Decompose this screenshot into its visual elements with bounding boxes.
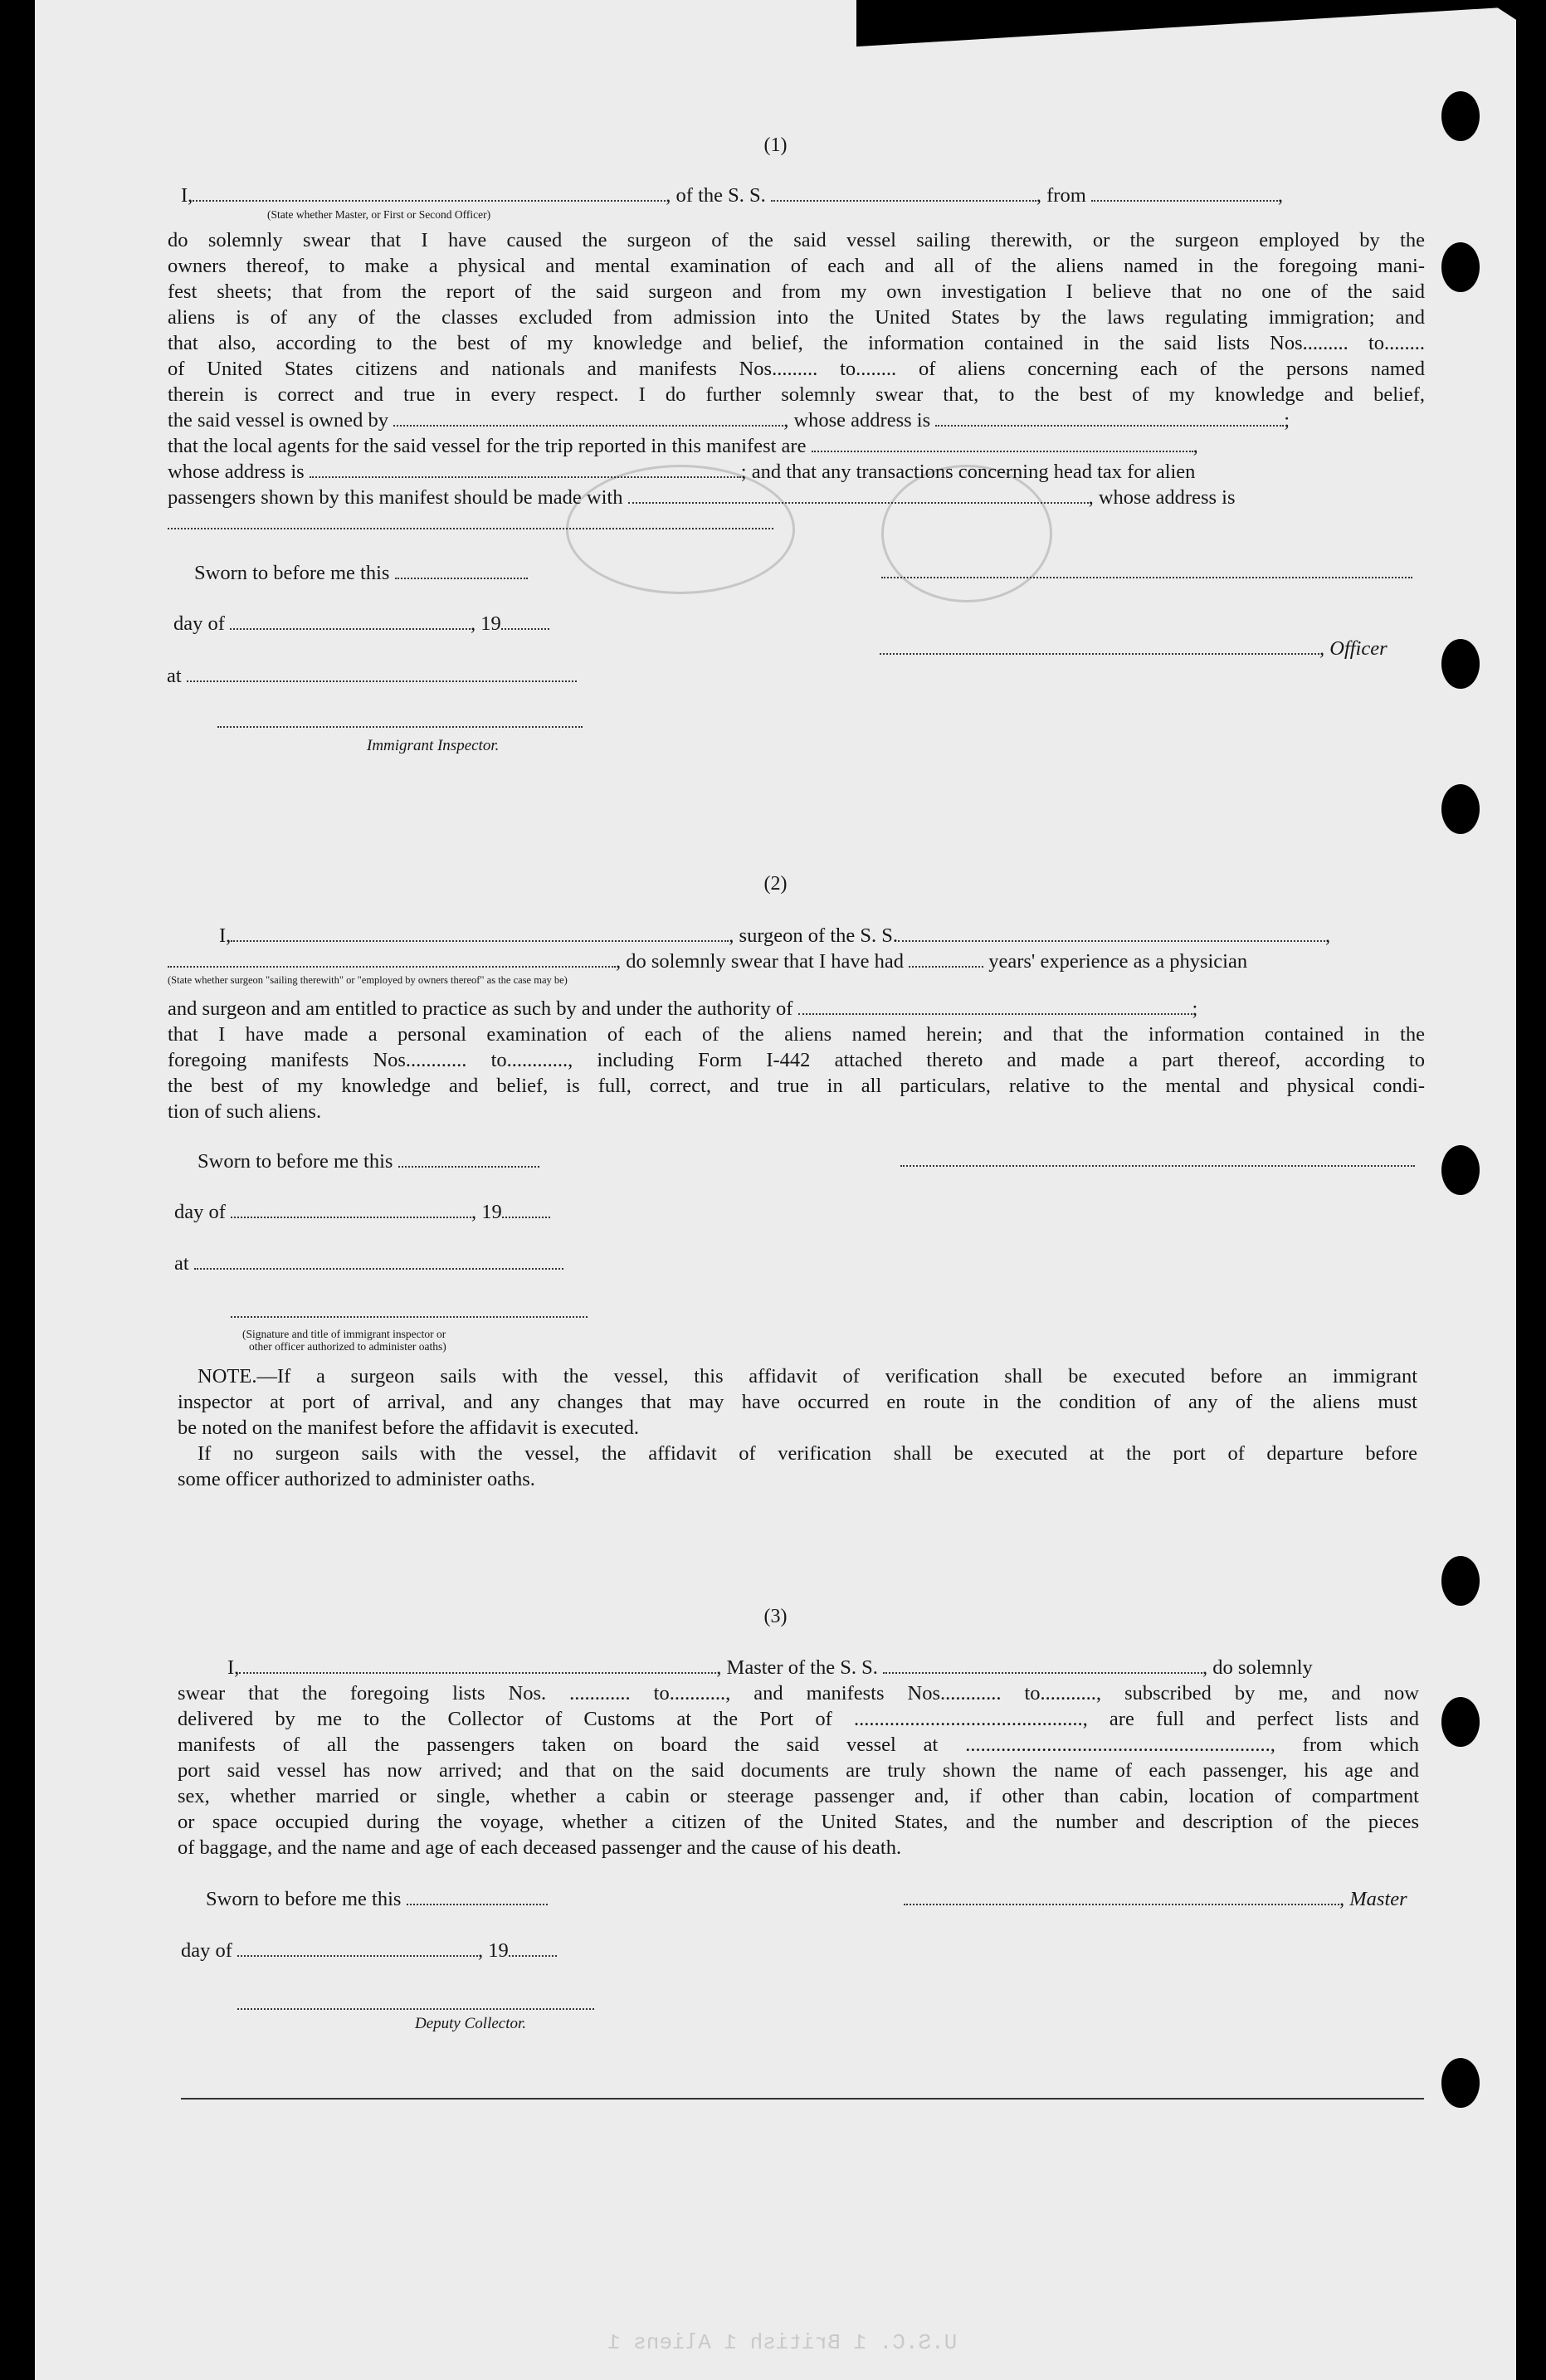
s1-address-line: whose address is ; and that any transactions concerning head tax for alien bbox=[168, 461, 1196, 483]
s1-passengers-line: passengers shown by this manifest should be made with , whose address is bbox=[168, 486, 1236, 509]
manifest-verification-page bbox=[35, 0, 1516, 2380]
s1-oath-line: owners thereof, to make a physical and mental examination of each and all of the aliens named in the foregoing mani- bbox=[168, 255, 1425, 277]
s2-note-line: NOTE.—If a surgeon sails with the vessel, this affidavit of verification shall be executed before an immigrant bbox=[198, 1365, 1417, 1388]
s3-oath-line: manifests of all the passengers taken on board the said vessel at ............................................................, from which bbox=[178, 1734, 1419, 1756]
s2-at-line: at bbox=[174, 1251, 563, 1275]
s3-oath-line: sex, whether married or single, whether a cabin or steerage passenger and, if other than cabin, location of compartment bbox=[178, 1785, 1419, 1807]
section-2-number: (2) bbox=[763, 873, 788, 895]
s1-at-line: at bbox=[167, 664, 577, 688]
s1-sworn-line: Sworn to before me this bbox=[194, 561, 528, 585]
s2-day-line: day of , 19 bbox=[174, 1200, 550, 1224]
s3-oath-line: port said vessel has now arrived; and that on the said documents are truly shown the name of each passenger, his age and bbox=[178, 1759, 1419, 1782]
binder-hole bbox=[1441, 1145, 1480, 1195]
s2-sign-note: other officer authorized to administer oaths) bbox=[249, 1340, 446, 1353]
binder-hole bbox=[1441, 1697, 1480, 1747]
s3-sworn-line: Sworn to before me this bbox=[206, 1887, 548, 1911]
bottom-rule bbox=[181, 2098, 1424, 2100]
s2-oath-line: the best of my knowledge and belief, is full, correct, and true in all particulars, relative to the mental and physical condi- bbox=[168, 1075, 1425, 1097]
s1-address-cont bbox=[168, 510, 1425, 536]
binder-hole bbox=[1441, 91, 1480, 141]
s3-day-line: day of , 19 bbox=[181, 1939, 557, 1963]
s2-oath-line: foregoing manifests Nos............ to............, including Form I-442 attached thereto and made a part thereof, according to bbox=[168, 1049, 1425, 1071]
s1-inspector-sign-line bbox=[217, 724, 583, 728]
s1-oath-line: therein is correct and true in every respect. I do further solemnly swear that, to the best of my knowledge and belief, bbox=[168, 383, 1425, 406]
s2-oath-line: that I have made a personal examination of each of the aliens named herein; and that the information contained in the bbox=[168, 1023, 1425, 1046]
binder-hole bbox=[1441, 1556, 1480, 1606]
binder-hole bbox=[1441, 639, 1480, 689]
binder-hole bbox=[1441, 242, 1480, 292]
s2-oath-last: tion of such aliens. bbox=[168, 1100, 322, 1123]
s2-authority-line: and surgeon and am entitled to practice as such by and under the authority of ; bbox=[168, 997, 1198, 1020]
s2-right-sign-line bbox=[900, 1163, 1415, 1167]
s3-deputy-label: Deputy Collector. bbox=[415, 2015, 527, 2032]
s1-agents-line: that the local agents for the said vessel for the trip reported in this manifest are , bbox=[168, 435, 1198, 457]
s2-line-years: , do solemnly swear that I have had years' experience as a physician bbox=[168, 949, 1425, 974]
s3-oath-line: swear that the foregoing lists Nos. ............ to..........., and manifests Nos............ to..........., subscribed by me, and now bbox=[178, 1682, 1419, 1705]
s1-inspector-label: Immigrant Inspector. bbox=[367, 737, 500, 754]
s2-sworn-line: Sworn to before me this bbox=[198, 1149, 539, 1173]
torn-corner bbox=[856, 0, 1546, 65]
s2-inspector-sign-line bbox=[231, 1314, 588, 1318]
s3-deputy-sign-line bbox=[237, 2007, 594, 2010]
s3-line-master: I, , Master of the S. S. , do solemnly bbox=[227, 1656, 1313, 1679]
s1-owner-line: the said vessel is owned by , whose address is ; bbox=[168, 409, 1290, 432]
s2-note2-last: some officer authorized to administer oaths. bbox=[178, 1468, 535, 1490]
s1-oath-line: do solemnly swear that I have caused the surgeon of the said vessel sailing therewith, or the surgeon employed by the bbox=[168, 229, 1425, 251]
s2-note2-line: If no surgeon sails with the vessel, the affidavit of verification shall be executed at the port of departure before bbox=[198, 1442, 1417, 1465]
s1-day-line: day of , 19 bbox=[173, 612, 549, 636]
s1-officer-note: (State whether Master, or First or Second Officer) bbox=[267, 208, 491, 221]
s1-officer-line: , Officer bbox=[880, 636, 1387, 661]
s2-note-line: inspector at port of arrival, and any changes that may have occurred en route in the condition of any of the aliens must bbox=[178, 1391, 1417, 1413]
s3-master-line: , Master bbox=[904, 1887, 1407, 1911]
s1-oath-line: fest sheets; that from the report of the said surgeon and from my own investigation I believe that no one of the said bbox=[168, 280, 1425, 303]
footer-bleed-text: U.S.C. 1 British 1 Aliens 1 bbox=[607, 2330, 958, 2355]
s3-oath-last: of baggage, and the name and age of each deceased passenger and the cause of his death. bbox=[178, 1836, 902, 1859]
section-3-number: (3) bbox=[763, 1606, 788, 1627]
section-1-number: (1) bbox=[763, 134, 788, 156]
s1-oath-line: of United States citizens and nationals and manifests Nos......... to........ of aliens concerning each of the persons named bbox=[168, 358, 1425, 380]
s2-surgeon-note: (State whether surgeon "sailing therewith" or "employed by owners thereof" as the case may be) bbox=[168, 974, 568, 986]
s1-right-sign-line bbox=[881, 575, 1412, 578]
binder-hole bbox=[1441, 784, 1480, 834]
s2-note-last: be noted on the manifest before the affidavit is executed. bbox=[178, 1417, 640, 1439]
s2-line-surgeon: I, , surgeon of the S. S. , bbox=[219, 924, 1331, 947]
s1-oath-line: that also, according to the best of my knowledge and belief, the information contained in the said lists Nos......... to........ bbox=[168, 332, 1425, 354]
s1-line-officer: I, , of the S. S. , from , bbox=[181, 184, 1284, 207]
s1-oath-line: aliens is of any of the classes excluded from admission into the United States by the laws regulating immigration; and bbox=[168, 306, 1425, 329]
s3-oath-line: or space occupied during the voyage, whether a citizen of the United States, and the number and description of the pieces bbox=[178, 1811, 1419, 1833]
binder-hole bbox=[1441, 2058, 1480, 2108]
s2-sign-note: (Signature and title of immigrant inspector or bbox=[242, 1328, 446, 1340]
s3-oath-line: delivered by me to the Collector of Customs at the Port of ............................................., are full and perfect lists and bbox=[178, 1708, 1419, 1730]
